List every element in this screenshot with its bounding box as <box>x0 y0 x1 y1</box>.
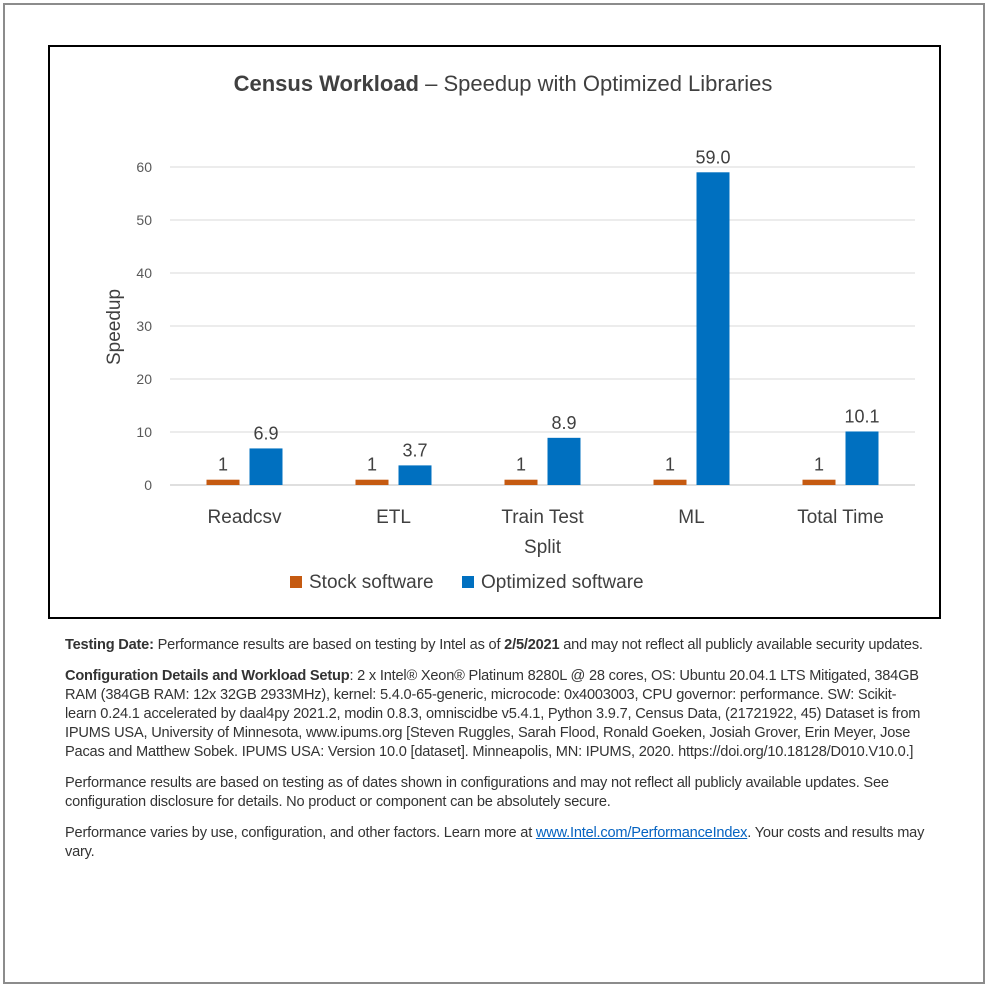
y-tick-label: 20 <box>136 371 152 387</box>
data-label: 1 <box>813 454 825 475</box>
bar-optimized-software <box>548 438 581 485</box>
y-tick-label: 60 <box>136 159 152 175</box>
bar-stock-software <box>207 480 240 485</box>
bar-stock-software <box>505 480 538 485</box>
bar-stock-software <box>356 480 389 485</box>
bar-optimized-software <box>250 448 283 485</box>
y-tick-label: 10 <box>136 424 152 440</box>
disclaimer-note: Performance results are based on testing as of dates shown in configurations and may not reflect all publicly available updates. See configuration disclosure for details. No product or component can be absolutely secure. <box>65 775 889 810</box>
x-tick-label: ETL <box>376 507 411 528</box>
testing-date-note: Testing Date: Performance results are based on testing by Intel as of 2/5/2021 and may not reflect all publicly available security updates. <box>65 637 923 653</box>
data-label: 1 <box>366 454 378 475</box>
performance-index-link[interactable]: www.Intel.com/PerformanceIndex <box>535 825 748 841</box>
data-label: 59.0 <box>695 147 731 168</box>
chart-title: Census Workload – Speedup with Optimized Libraries <box>233 71 773 96</box>
bar-optimized-software <box>697 172 730 485</box>
bar-chart <box>50 47 939 617</box>
y-tick-label: 0 <box>144 477 152 493</box>
bar-optimized-software <box>846 431 879 485</box>
legend-label: Optimized software <box>481 572 644 593</box>
legend-swatch <box>290 576 302 588</box>
data-label: 1 <box>664 454 676 475</box>
x-tick-label: Readcsv <box>207 507 282 528</box>
y-axis-label: Speedup <box>104 288 125 366</box>
bar-optimized-software <box>399 465 432 485</box>
x-tick-label: ML <box>678 507 705 528</box>
data-label: 10.1 <box>844 406 880 427</box>
y-tick-label: 40 <box>136 265 152 281</box>
y-tick-label: 30 <box>136 318 152 334</box>
configuration-note: Configuration Details and Workload Setup: 2 x Intel® Xeon® Platinum 8280L @ 28 cores, OS: Ubuntu 20.04.1 LTS Mitigated, 384GB RAM (384GB RAM: 12x 32GB 2933MHz), kernel: 5.4.0-65-generic, microcode: 0x4003003, CPU governor: performance. SW: Scikit-learn 0.24.1 accelerated by daal4py 2021.2, modin 0.8.3, omniscidbe v5.4.1, Python 3.9.7, Census Data, (21721922, 45) Dataset is from IPUMS USA, University of Minnesota, www.ipums.org [Steven Ruggles, Sarah Flood, Ronald Goeken, Josiah Grover, Erin Meyer, Jose Pacas and Matthew Sobek. IPUMS USA: Version 10.0 [dataset]. Minneapolis, MN: IPUMS, 2020. https://doi.org/10.18128/D010.V10.0.] <box>65 668 921 760</box>
performance-note: Performance varies by use, configuration, and other factors. Learn more at www.Intel.com/PerformanceIndex. Your costs and results may vary. <box>65 825 925 860</box>
data-label: 6.9 <box>253 423 279 444</box>
data-label: 1 <box>217 454 229 475</box>
x-tick-label: Total Time <box>797 507 884 528</box>
data-label: 1 <box>515 454 527 475</box>
footnotes <box>65 636 925 874</box>
bar-stock-software <box>803 480 836 485</box>
bar-stock-software <box>654 480 687 485</box>
legend-swatch <box>462 576 474 588</box>
data-label: 8.9 <box>551 412 577 433</box>
chart-frame <box>48 45 941 619</box>
legend-label: Stock software <box>309 572 434 593</box>
y-tick-label: 50 <box>136 212 152 228</box>
data-label: 3.7 <box>402 440 428 461</box>
x-tick-label: Train Test Split <box>501 507 584 558</box>
